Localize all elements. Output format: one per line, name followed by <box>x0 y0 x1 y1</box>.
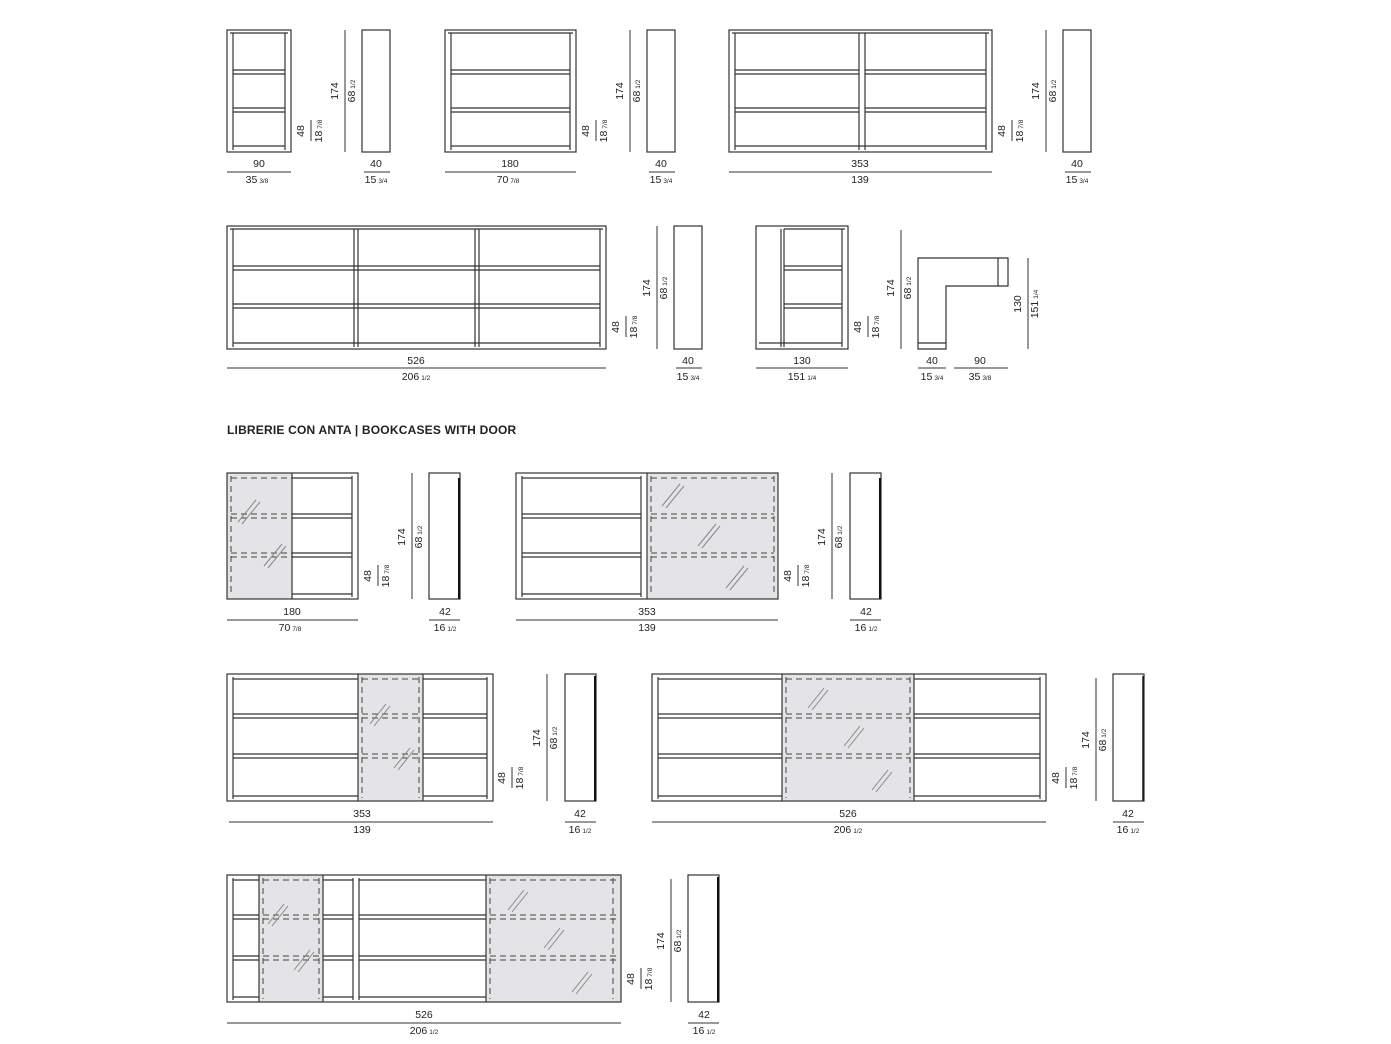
width-inch-353: 139 <box>353 824 371 836</box>
height-label: 174 <box>655 932 667 950</box>
depth-label: 42 <box>1122 808 1134 820</box>
glass-door <box>358 674 423 801</box>
door-bookcase-526-two-doors <box>227 875 719 1037</box>
width-inch-180: 70 7/8 <box>496 174 520 186</box>
depth-inch-comp: 187/8 <box>598 119 610 143</box>
depth-label-comp: 48 <box>362 570 374 582</box>
section-title: LIBRERIE CON ANTA | BOOKCASES WITH DOOR <box>227 423 517 437</box>
depth-inch: 15 3/4 <box>364 174 388 186</box>
door-bookcase-353-center <box>227 674 596 836</box>
width-label-353: 353 <box>353 808 371 820</box>
corner-depth-inch: 1511/4 <box>1029 289 1041 319</box>
width-label-130: 130 <box>793 355 811 367</box>
depth-label-comp: 48 <box>1050 772 1062 784</box>
side-view <box>674 226 702 349</box>
width-inch-180: 70 7/8 <box>278 622 302 634</box>
depth-inch: 16 1/2 <box>854 622 878 634</box>
depth-inch: 16 1/2 <box>692 1025 716 1037</box>
width-label-90: 90 <box>253 158 265 170</box>
depth-label-comp: 48 <box>782 570 794 582</box>
front-view-corner <box>756 226 848 349</box>
depth-label-comp: 48 <box>496 772 508 784</box>
depth-inch: 16 1/2 <box>433 622 457 634</box>
width-inch-526: 206 1/2 <box>833 824 863 836</box>
depth-inch-comp: 187/8 <box>643 967 655 991</box>
depth-label-comp: 48 <box>852 321 864 333</box>
height-label: 174 <box>1080 731 1092 749</box>
corner-bookcase-130 <box>756 226 1041 383</box>
width-label-180: 180 <box>501 158 519 170</box>
front-view-90 <box>227 30 291 152</box>
bookcase-180 <box>445 30 675 186</box>
height-inch: 681/2 <box>672 929 684 953</box>
depth-label: 40 <box>370 158 382 170</box>
width-label-526: 526 <box>407 355 425 367</box>
depth-label-comp: 48 <box>996 125 1008 137</box>
front-view-353 <box>729 30 992 152</box>
corner-width-90: 90 <box>974 355 986 367</box>
depth-inch: 16 1/2 <box>568 824 592 836</box>
glass-door <box>486 875 621 1002</box>
depth-inch-comp: 187/8 <box>313 119 325 143</box>
height-inch: 681/2 <box>833 525 845 549</box>
depth-inch-comp: 187/8 <box>380 564 392 588</box>
height-label: 174 <box>531 729 543 747</box>
corner-depth-label: 130 <box>1012 295 1024 313</box>
glass-door <box>782 674 914 801</box>
depth-inch-comp: 187/8 <box>800 564 812 588</box>
height-inch: 681/2 <box>346 79 358 103</box>
side-view <box>647 30 675 152</box>
side-view <box>429 473 460 599</box>
depth-label: 42 <box>860 606 872 618</box>
corner-width-90-inch: 35 3/8 <box>968 371 992 383</box>
width-inch-353: 139 <box>638 622 656 634</box>
height-label: 174 <box>396 528 408 546</box>
bookcase-526 <box>227 226 702 383</box>
width-inch-90: 35 3/8 <box>245 174 269 186</box>
corner-plan-view <box>918 258 1008 349</box>
depth-inch-comp: 187/8 <box>1068 766 1080 790</box>
height-inch: 681/2 <box>1097 728 1109 752</box>
depth-inch-comp: 187/8 <box>514 766 526 790</box>
corner-depth-40: 40 <box>926 355 938 367</box>
depth-label-comp: 48 <box>580 125 592 137</box>
width-label-353: 353 <box>851 158 869 170</box>
depth-label-comp: 48 <box>295 125 307 137</box>
depth-inch-comp: 187/8 <box>870 315 882 339</box>
width-inch-526: 206 1/2 <box>409 1025 439 1037</box>
height-inch: 681/2 <box>631 79 643 103</box>
width-label-526: 526 <box>839 808 857 820</box>
width-inch-130: 151 1/4 <box>787 371 817 383</box>
side-view <box>688 875 719 1002</box>
door-bookcase-180 <box>227 473 460 634</box>
glass-door <box>647 473 778 599</box>
depth-label: 42 <box>439 606 451 618</box>
height-inch: 681/2 <box>658 276 670 300</box>
door-bookcase-526-center <box>652 674 1144 836</box>
width-label-180: 180 <box>283 606 301 618</box>
bookcase-90 <box>227 30 390 186</box>
height-inch: 681/2 <box>548 726 560 750</box>
height-label: 174 <box>614 82 626 100</box>
depth-label-comp: 48 <box>625 973 637 985</box>
side-view <box>362 30 390 152</box>
side-view <box>1113 674 1144 801</box>
corner-depth-40-inch: 15 3/4 <box>920 371 944 383</box>
front-view-180 <box>445 30 576 152</box>
height-inch: 681/2 <box>1047 79 1059 103</box>
front-view-526 <box>227 226 606 349</box>
depth-inch-comp: 187/8 <box>1014 119 1026 143</box>
width-label-353: 353 <box>638 606 656 618</box>
side-view <box>565 674 596 801</box>
width-label-526: 526 <box>415 1009 433 1021</box>
depth-inch: 15 3/4 <box>1065 174 1089 186</box>
height-label: 174 <box>641 279 653 297</box>
height-label: 174 <box>816 528 828 546</box>
width-inch-353: 139 <box>851 174 869 186</box>
height-label: 174 <box>1030 82 1042 100</box>
height-inch: 681/2 <box>413 525 425 549</box>
depth-inch-comp: 187/8 <box>628 315 640 339</box>
bookcase-353 <box>729 30 1091 186</box>
height-label: 174 <box>885 279 897 297</box>
depth-label: 42 <box>698 1009 710 1021</box>
depth-inch: 15 3/4 <box>649 174 673 186</box>
depth-inch: 15 3/4 <box>676 371 700 383</box>
depth-inch: 16 1/2 <box>1116 824 1140 836</box>
glass-door <box>259 875 323 1002</box>
depth-label: 42 <box>574 808 586 820</box>
depth-label: 40 <box>682 355 694 367</box>
side-view <box>1063 30 1091 152</box>
glass-door <box>227 473 292 599</box>
depth-label-comp: 48 <box>610 321 622 333</box>
door-bookcase-353 <box>516 473 881 634</box>
depth-label: 40 <box>1071 158 1083 170</box>
height-label: 174 <box>329 82 341 100</box>
height-inch: 681/2 <box>902 276 914 300</box>
side-view <box>850 473 881 599</box>
width-inch-526: 206 1/2 <box>401 371 431 383</box>
depth-label: 40 <box>655 158 667 170</box>
